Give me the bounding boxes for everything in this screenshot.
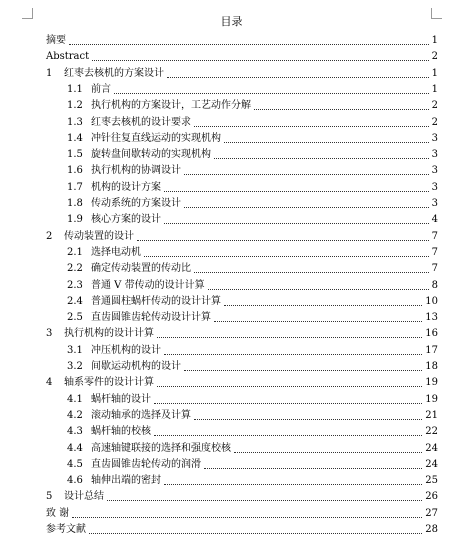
toc-entry-number: 1.1 xyxy=(67,83,83,95)
toc-entry-title: 直齿圆锥齿轮传动的润滑 xyxy=(91,458,201,470)
toc-dot-leader xyxy=(194,272,429,273)
toc-entry-page: 3 xyxy=(431,181,438,193)
toc-entry[interactable] xyxy=(67,162,438,178)
toc-entry-page: 3 xyxy=(431,165,438,177)
toc-entry-number: 2 xyxy=(46,230,53,242)
toc-dot-leader xyxy=(234,452,422,453)
toc-entry-page: 27 xyxy=(425,507,438,519)
toc-entry-page: 7 xyxy=(431,263,438,275)
toc-entry-title: Abstract xyxy=(46,51,90,63)
toc-entry[interactable] xyxy=(46,325,438,341)
toc-entry-page: 22 xyxy=(425,426,438,438)
toc-dot-leader xyxy=(157,337,422,338)
toc-entry[interactable] xyxy=(67,293,438,309)
toc-entry-title: 旋转盘间歇转动的实现机构 xyxy=(91,149,211,161)
toc-entry[interactable] xyxy=(67,195,438,211)
toc-entry[interactable] xyxy=(67,146,438,162)
toc-entry-page: 24 xyxy=(425,458,438,470)
toc-entry-page: 19 xyxy=(425,393,438,405)
toc-entry[interactable] xyxy=(46,48,438,64)
toc-entry-title: 普通 V 带传动的设计计算 xyxy=(91,279,205,291)
toc-entry[interactable] xyxy=(46,228,438,244)
toc-dot-leader xyxy=(164,223,429,224)
toc-entry-page: 4 xyxy=(431,214,438,226)
toc-entry-title: 设计总结 xyxy=(64,491,104,503)
toc-entry-page: 2 xyxy=(431,100,438,112)
toc-dot-leader xyxy=(254,109,429,110)
toc-entry-title: 红枣去核机的方案设计 xyxy=(64,67,164,79)
toc-entry-page: 1 xyxy=(431,83,438,95)
toc-entry-title: 核心方案的设计 xyxy=(91,214,161,226)
toc-dot-leader xyxy=(92,60,428,61)
toc-entry-number: 1.4 xyxy=(67,132,83,144)
toc-entry-number: 2.2 xyxy=(67,263,83,275)
toc-entry-title: 执行机构的协调设计 xyxy=(91,165,181,177)
toc-dot-leader xyxy=(69,44,429,45)
toc-entry-number: 1.3 xyxy=(67,116,83,128)
toc-dot-leader xyxy=(164,484,422,485)
toc-dot-leader xyxy=(157,386,422,387)
toc-entry-page: 28 xyxy=(425,524,438,535)
toc-entry-number: 1.5 xyxy=(67,149,83,161)
toc-entry[interactable] xyxy=(67,440,438,456)
toc-dot-leader xyxy=(184,370,422,371)
toc-entry-page: 18 xyxy=(425,361,438,372)
toc-entry-number: 2.4 xyxy=(67,295,83,307)
toc-entry-title: 间歇运动机构的设计 xyxy=(91,361,181,372)
toc-dot-leader xyxy=(214,158,429,159)
toc-entry[interactable] xyxy=(67,342,438,358)
toc-entry[interactable] xyxy=(67,260,438,276)
toc-entry-number: 4.2 xyxy=(67,409,83,421)
toc-entry-number: 3.2 xyxy=(67,361,83,372)
toc-entry-title: 蜗杆轴的设计 xyxy=(91,393,151,405)
toc-entry-page: 25 xyxy=(425,475,438,487)
toc-dot-leader xyxy=(167,77,429,78)
toc-dot-leader xyxy=(154,403,422,404)
toc-entry-number: 1.9 xyxy=(67,214,83,226)
toc-dot-leader xyxy=(72,517,422,518)
toc-dot-leader xyxy=(204,468,422,469)
toc-entry[interactable] xyxy=(67,81,438,97)
toc-entry[interactable] xyxy=(67,456,438,472)
toc-entry-page: 10 xyxy=(425,295,438,307)
toc-dot-leader xyxy=(89,533,422,534)
toc-entry-title: 选择电动机 xyxy=(91,246,141,258)
toc-entry-number: 2.5 xyxy=(67,312,83,324)
toc-entry-page: 2 xyxy=(431,116,438,128)
toc-entry-page: 21 xyxy=(425,409,438,421)
toc-entry-page: 13 xyxy=(425,312,438,324)
toc-dot-leader xyxy=(194,419,422,420)
toc-entry[interactable] xyxy=(67,472,438,488)
toc-entry[interactable] xyxy=(67,358,438,374)
toc-entry-title: 传动装置的设计 xyxy=(64,230,134,242)
toc-entry-number: 2.1 xyxy=(67,246,83,258)
toc-entry-title: 参考文献 xyxy=(46,524,86,535)
toc-entry[interactable] xyxy=(67,277,438,293)
toc-entry[interactable] xyxy=(67,130,438,146)
toc-entry[interactable] xyxy=(67,423,438,439)
toc-entry-page: 3 xyxy=(431,149,438,161)
toc-entry[interactable] xyxy=(67,309,438,325)
toc-entry-page: 1 xyxy=(431,35,438,46)
toc-entry-title: 冲压机构的设计 xyxy=(91,344,161,356)
toc-entry-title: 轴系零件的设计计算 xyxy=(64,377,154,389)
toc-dot-leader xyxy=(144,256,429,257)
toc-entry[interactable] xyxy=(46,32,438,48)
toc-dot-leader xyxy=(137,240,429,241)
toc-entry-page: 7 xyxy=(431,246,438,258)
toc-entry-page: 3 xyxy=(431,132,438,144)
toc-dot-leader xyxy=(107,500,422,501)
toc-entry-title: 普通圆柱蜗杆传动的设计计算 xyxy=(91,295,221,307)
toc-entry-number: 4.1 xyxy=(67,393,83,405)
toc-entry-number: 4.5 xyxy=(67,458,83,470)
toc-dot-leader xyxy=(164,191,429,192)
toc-entry[interactable] xyxy=(67,179,438,195)
toc-entry-title: 冲针往复直线运动的实现机构 xyxy=(91,132,221,144)
toc-dot-leader xyxy=(184,207,429,208)
toc-dot-leader xyxy=(224,142,429,143)
toc-entry[interactable] xyxy=(46,374,438,390)
toc-dot-leader xyxy=(224,305,422,306)
toc-entry-page: 8 xyxy=(431,279,438,291)
toc-entry[interactable] xyxy=(46,488,438,504)
toc-entry-title: 前言 xyxy=(91,83,111,95)
toc-entry[interactable] xyxy=(67,244,438,260)
toc-entry-title: 直齿圆锥齿轮传动设计计算 xyxy=(91,312,211,324)
toc-entry-title: 蜗杆轴的校核 xyxy=(91,426,151,438)
toc-entry-page: 24 xyxy=(425,442,438,454)
toc-entry[interactable] xyxy=(46,505,438,521)
toc-entry-page: 17 xyxy=(425,344,438,356)
toc-entry-number: 4.6 xyxy=(67,475,83,487)
toc-dot-leader xyxy=(164,354,422,355)
toc-dot-leader xyxy=(194,126,429,127)
toc-entry-number: 1.7 xyxy=(67,181,83,193)
toc-entry[interactable] xyxy=(67,97,438,113)
toc-entry-number: 1 xyxy=(46,67,53,79)
toc-entry-page: 26 xyxy=(425,491,438,503)
toc-entry-number: 2.3 xyxy=(67,279,83,291)
toc-entry-title: 轴伸出端的密封 xyxy=(91,475,161,487)
toc-entry-number: 1.2 xyxy=(67,100,83,112)
toc-entry-page: 1 xyxy=(431,67,438,79)
toc-dot-leader xyxy=(154,435,422,436)
toc-entry-number: 4.4 xyxy=(67,442,83,454)
toc-entry-title: 传动系统的方案设计 xyxy=(91,198,181,209)
toc-entry-page: 3 xyxy=(431,198,438,209)
toc-entry-page: 2 xyxy=(431,51,438,63)
toc-entry[interactable] xyxy=(46,65,438,81)
toc-entry-number: 3.1 xyxy=(67,344,83,356)
toc-dot-leader xyxy=(208,289,429,290)
toc-entry-title: 确定传动装置的传动比 xyxy=(91,263,191,275)
toc-entry-title: 滚动轴承的选择及计算 xyxy=(91,409,191,421)
toc-entry[interactable] xyxy=(67,211,438,227)
toc-entry-title: 致 谢 xyxy=(46,507,70,519)
toc-entry[interactable] xyxy=(67,114,438,130)
toc-entry-number: 4.3 xyxy=(67,426,83,438)
toc-entry-page: 7 xyxy=(431,230,438,242)
toc-entry[interactable] xyxy=(67,407,438,423)
toc-entry[interactable] xyxy=(67,391,438,407)
toc-entry-number: 3 xyxy=(46,328,53,340)
toc-entry-title: 高速轴键联接的选择和强度校核 xyxy=(91,442,231,454)
toc-entry-title: 红枣去核机的设计要求 xyxy=(91,116,191,128)
toc-entry-title: 摘要 xyxy=(46,35,66,46)
toc-entry-number: 1.8 xyxy=(67,198,83,209)
toc-entry-title: 执行机构的方案设计，工艺动作分解 xyxy=(91,100,251,112)
toc-heading: 目录 xyxy=(220,15,243,28)
toc-entry-number: 5 xyxy=(46,491,53,503)
toc-dot-leader xyxy=(184,174,429,175)
toc-dot-leader xyxy=(214,321,422,322)
toc-entry-page: 16 xyxy=(425,328,438,340)
toc-dot-leader xyxy=(114,93,429,94)
toc-entry-number: 1.6 xyxy=(67,165,83,177)
toc-entry-page: 19 xyxy=(425,377,438,389)
toc-entry-number: 4 xyxy=(46,377,53,389)
toc-entry-title: 执行机构的设计计算 xyxy=(64,328,154,340)
toc-entry-title: 机构的设计方案 xyxy=(91,181,161,193)
